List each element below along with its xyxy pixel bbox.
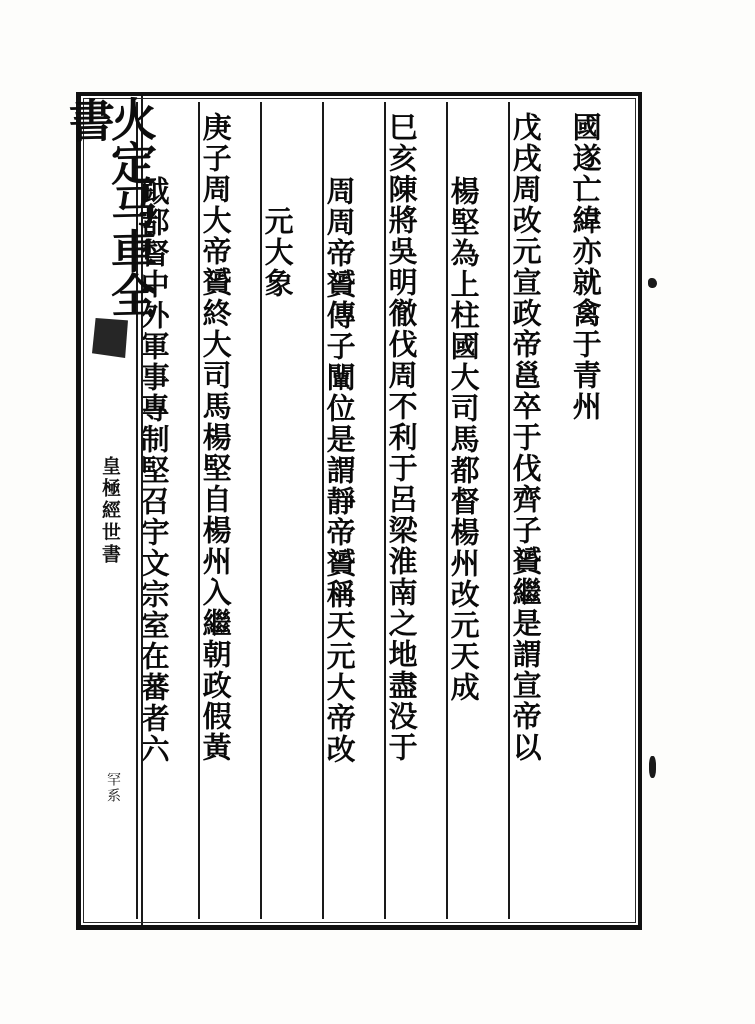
text-column-4: [384, 102, 446, 919]
text-column-5: [322, 102, 384, 919]
text-column-2: [508, 102, 570, 919]
page-number: 罕系: [105, 772, 121, 804]
text-column-6: [260, 102, 322, 919]
ink-fleck-icon: [649, 756, 656, 778]
text-columns: [81, 96, 638, 925]
column-text: 戊戌周改元宣政帝邕卒于伐齊子贇繼是謂宣帝以: [508, 112, 543, 763]
column-text: 元大象: [260, 206, 295, 299]
book-title: 皇極經世書: [99, 456, 121, 566]
seal-stamp-icon: [92, 318, 128, 358]
ink-fleck-icon: [648, 278, 657, 288]
marginal-inscription: 火定马車全書: [61, 94, 158, 317]
column-text: 楊堅為上柱國大司馬都督楊州改元天成: [446, 176, 481, 703]
column-text: 巳亥陳將吳明徹伐周不利于呂梁淮南之地盡没于: [384, 112, 419, 763]
book-title-banner: [81, 96, 143, 925]
text-column-7: [198, 102, 260, 919]
column-text: 國遂亡緯亦就禽于青州: [568, 112, 603, 422]
column-text: 周周帝贇傳子闡位是謂靜帝贇稱天元大帝改: [322, 176, 357, 765]
column-text: 鉞都督中外軍事專制堅召宇文宗室在蕃者六: [136, 176, 171, 765]
text-block-frame: [61, 92, 642, 930]
text-column-1: [570, 102, 632, 919]
column-text: 庚子周大帝贇終大司馬楊堅自楊州入繼朝政假黃: [198, 112, 233, 763]
text-column-8: [136, 102, 198, 919]
text-column-3: [446, 102, 508, 919]
